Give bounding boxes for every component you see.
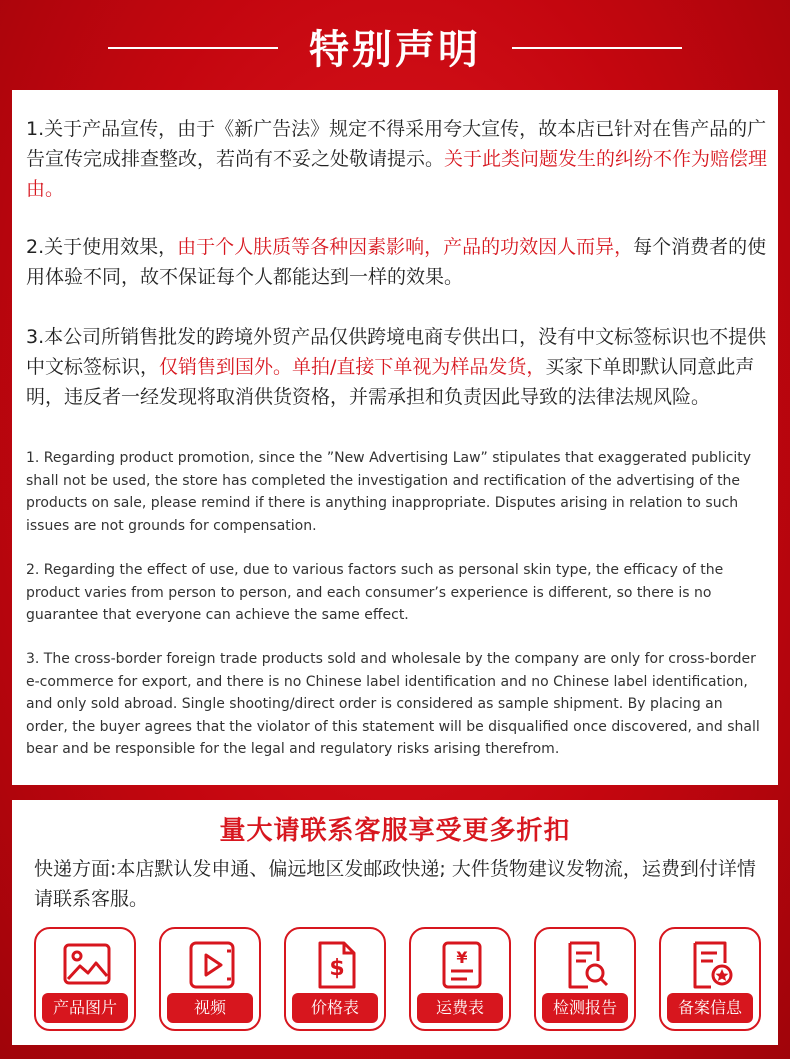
svg-text:¥: ¥: [456, 948, 468, 967]
inspection-report-icon: [562, 939, 612, 991]
zh-statement-2-text-a: 2.关于使用效果，: [26, 236, 178, 258]
promo-title: 量大请联系客服享受更多折扣: [219, 816, 571, 846]
filing-info-icon: [687, 939, 737, 991]
en-statement-3: 3. The cross-border foreign trade products sold and wholesale by the company are only for cross-border e-commerce for export, and there is no Chinese label identification and no Chinese label identification, and only sold abroad. Single shooting/direct order is considered as sample shipment. By placing an order, the buyer agrees that the violator of this statement will be disqualified once discovered, and shall bear and be responsible for the legal and regulatory risks arising therefrom.: [26, 651, 760, 757]
zh-statement-3: [26, 322, 768, 412]
svg-text:$: $: [329, 956, 345, 981]
zh-statement-2: [26, 232, 768, 292]
card-price-list[interactable]: [284, 927, 386, 1031]
card-filing-info[interactable]: [659, 927, 761, 1031]
header-divider-right: [512, 47, 682, 49]
zh-statement-3-text-a: 3.本公司所销售批发的跨境外贸产品仅供跨境电商专供出口，没有中文标签标识也不提供中文标签标识，: [26, 326, 767, 378]
price-icon: [312, 939, 362, 991]
card-label: 产品图片: [42, 993, 128, 1023]
image-icon: [62, 939, 112, 991]
zh-statement-3-text-b: 买家下单即默认同意此声明，违反者一经发现将取消供货资格，并需承担和负责因此导致的法律法规风险。: [26, 356, 755, 408]
zh-statement-2-text-b: 每个消费者的使用体验不同，故不保证每个人都能达到一样的效果。: [26, 236, 767, 288]
card-label: 运费表: [417, 993, 503, 1023]
video-icon: [187, 939, 237, 991]
card-label: 价格表: [292, 993, 378, 1023]
statement-panel: [12, 90, 778, 785]
zh-statement-1-text: 1.关于产品宣传，由于《新广告法》规定不得采用夸大宣传，故本店已针对在售产品的广告宣传完成排查整改，若尚有不妥之处敬请提示。: [26, 118, 767, 170]
zh-statement-1: [26, 114, 768, 204]
shipping-note: 快递方面:本店默认发申通、偏远地区发邮政快递; 大件货物建议发物流，运费到付详情请联系客服。: [34, 858, 756, 910]
card-label: 备案信息: [667, 993, 753, 1023]
zh-statement-2-highlight: 由于个人肤质等各种因素影响，产品的功效因人而异，: [177, 236, 634, 258]
card-label: 视频: [167, 993, 253, 1023]
promo-panel: [12, 800, 778, 1045]
icon-row: [34, 927, 764, 1037]
card-video[interactable]: [159, 927, 261, 1031]
zh-statement-3-highlight: 仅销售到国外。单拍/直接下单视为样品发货，: [159, 356, 546, 378]
card-label: 检测报告: [542, 993, 628, 1023]
card-shipping-fee[interactable]: [409, 927, 511, 1031]
card-inspection-report[interactable]: [534, 927, 636, 1031]
card-product-images[interactable]: [34, 927, 136, 1031]
page-title: 特别声明: [309, 27, 481, 73]
shipping-fee-icon: [437, 939, 487, 991]
en-statement-2: 2. Regarding the effect of use, due to various factors such as personal skin type, the efficacy of the product varies from person to person, and each consumer’s experience is different, so there is no guarantee that everyone can achieve the same effect.: [26, 562, 724, 623]
zh-statement-1-highlight: 关于此类问题发生的纠纷不作为赔偿理由。: [26, 148, 768, 200]
header: [0, 0, 790, 90]
en-statement-1: 1. Regarding product promotion, since the ”New Advertising Law” stipulates that exaggerated publicity shall not be used, the store has completed the investigation and rectification of the advertising of the products on sale, please remind if there is anything inappropriate. Disputes arising in relation to such issues are not grounds for compensation.: [26, 450, 752, 534]
